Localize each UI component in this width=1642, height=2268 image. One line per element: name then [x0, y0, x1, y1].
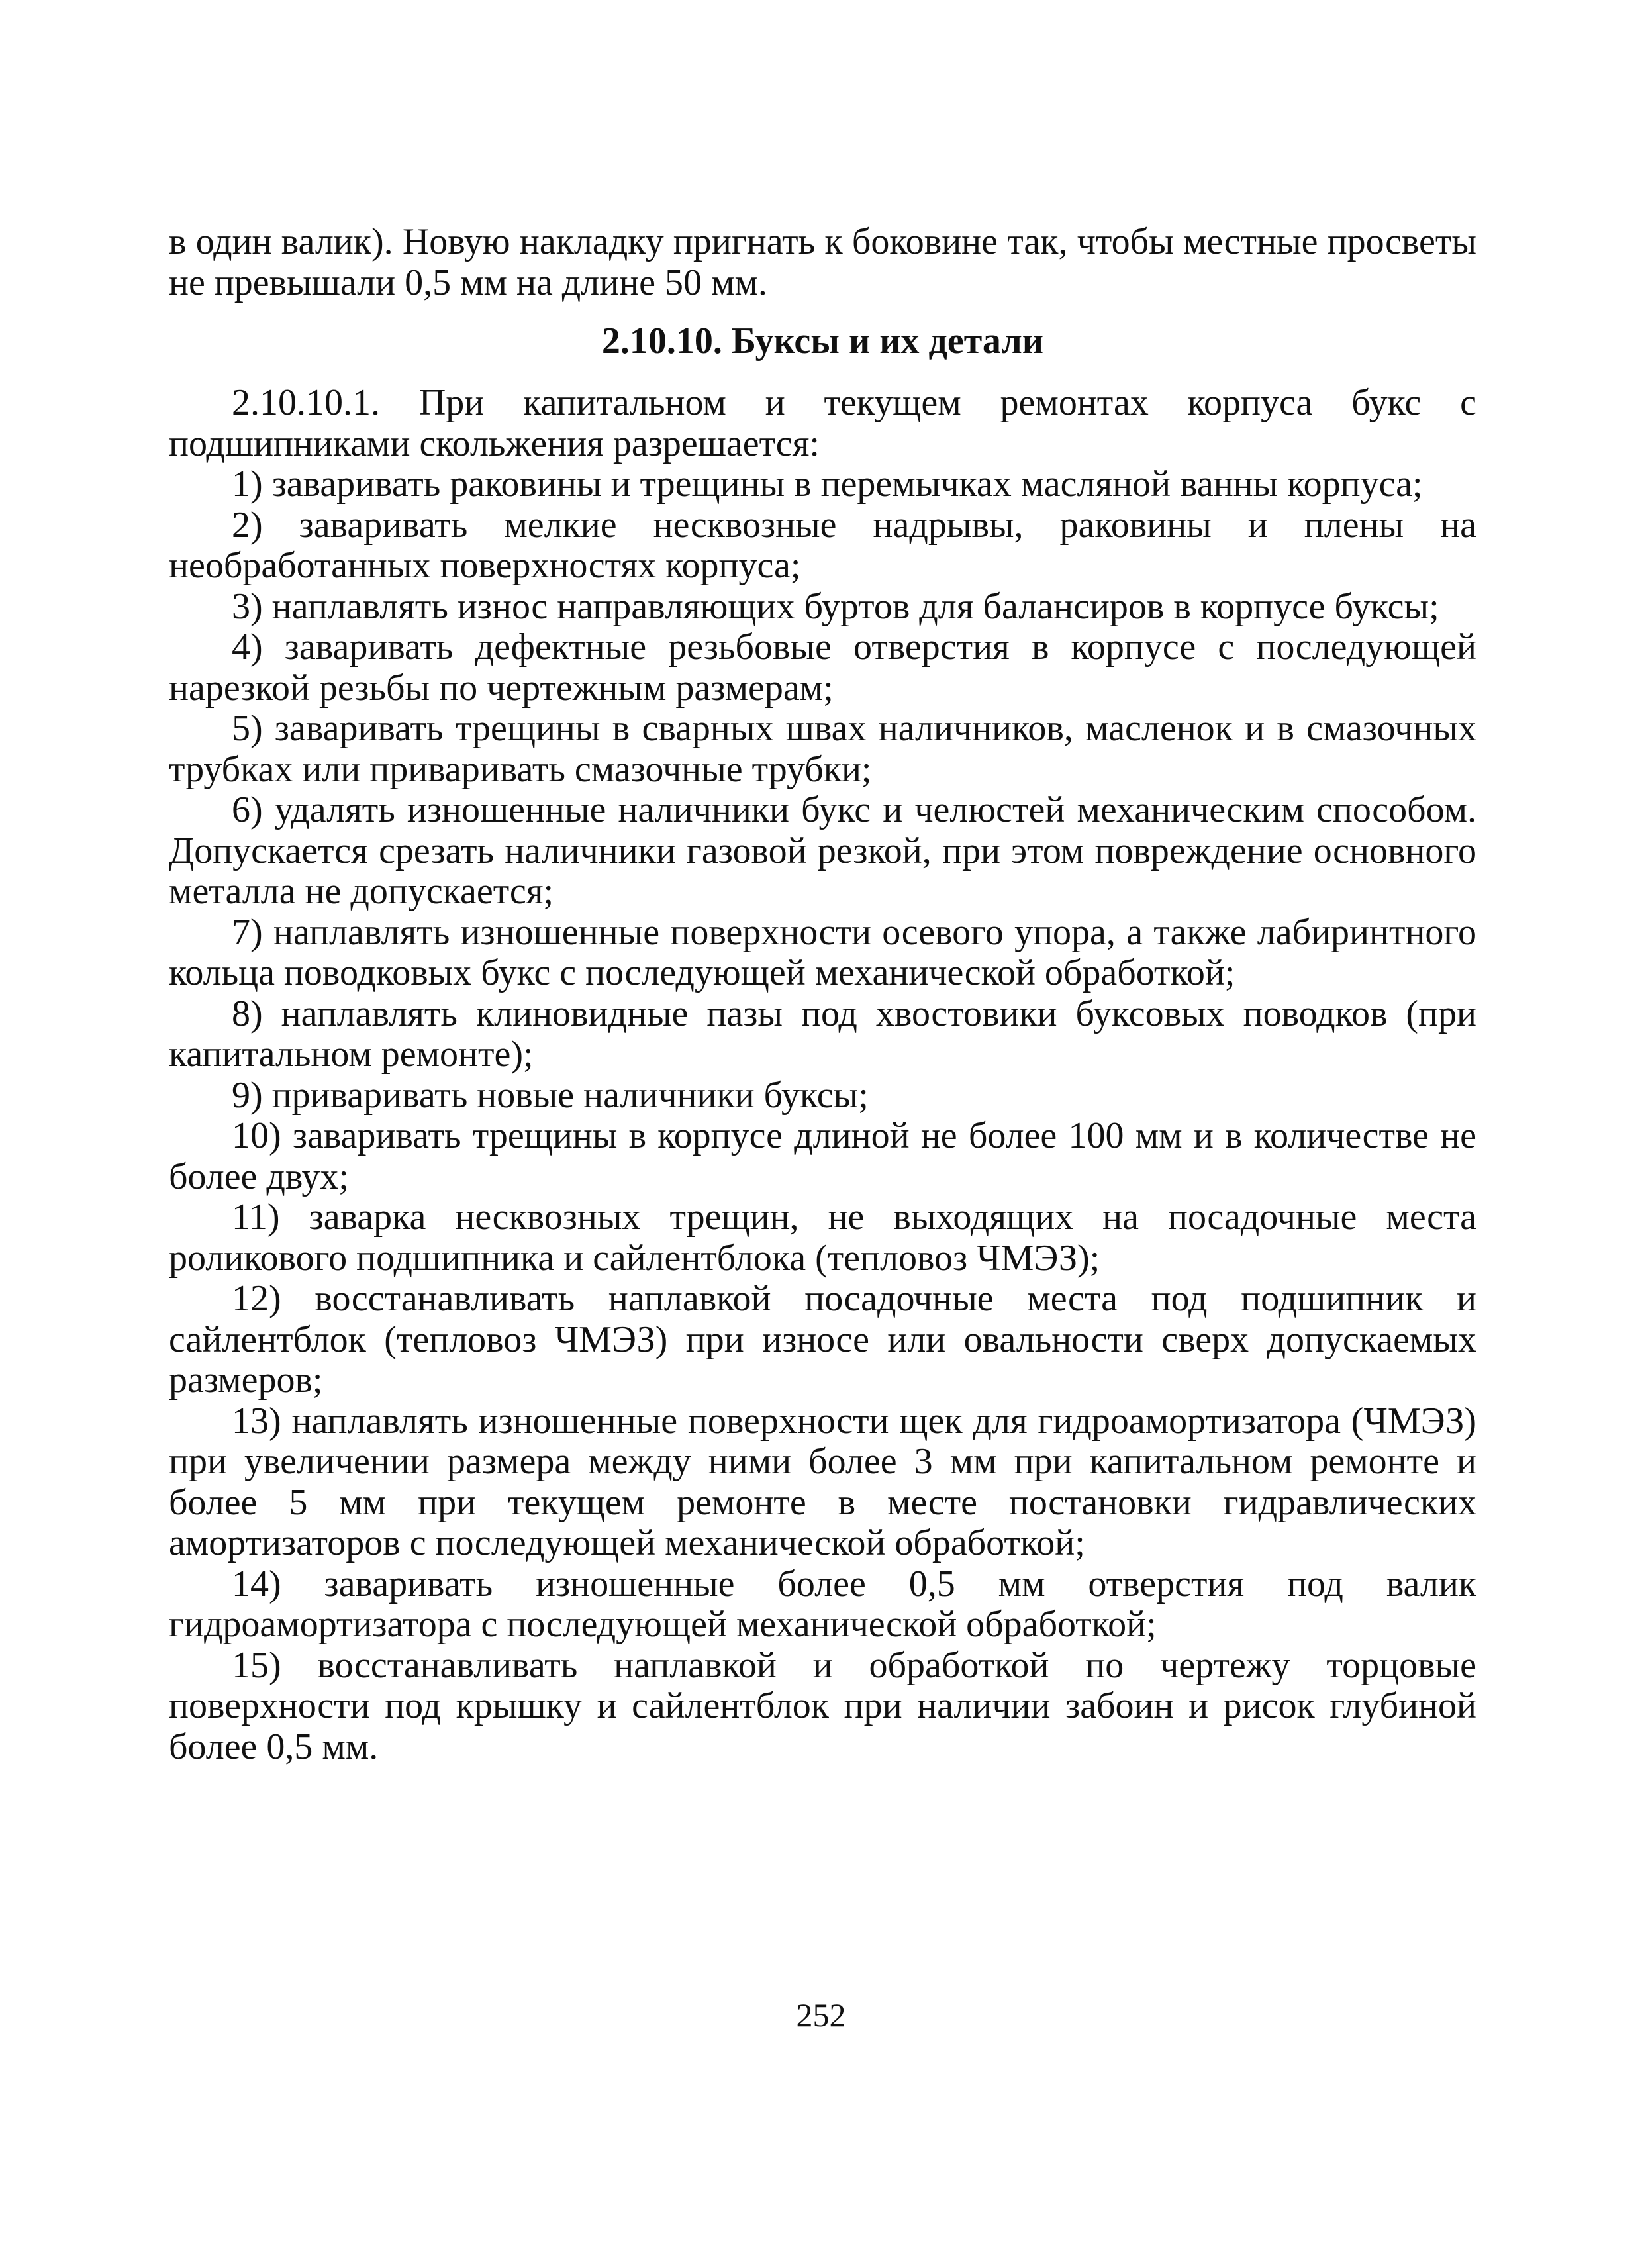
- list-item-12: 12) восстанавливать наплавкой посадочные места под подшипник и сайлентблок (тепловоз ЧМЭЗ) при износе или овальности сверх допускаемых размеров;: [169, 1278, 1476, 1401]
- page-number: 252: [796, 1997, 846, 2034]
- intro-paragraph: в один валик). Новую накладку пригнать к боковине так, чтобы местные просветы не превышали 0,5 мм на длине 50 мм.: [169, 221, 1476, 303]
- list-item-1: 1) заваривать раковины и трещины в перемычках масляной ванны корпуса;: [232, 464, 1423, 505]
- section-heading: 2.10.10. Буксы и их детали: [601, 320, 1044, 362]
- list-item-7: 7) наплавлять изношенные поверхности осевого упора, а также лабиринтного кольца поводковых букс с последующей механической обработкой;: [169, 911, 1476, 993]
- lead-paragraph: 2.10.10.1. При капитальном и текущем ремонтах корпуса букс с подшипниками скольжения разрешается:: [169, 382, 1476, 464]
- list-item-6: 6) удалять изношенные наличники букс и челюстей механическим способом. Допускается срезать наличники газовой резкой, при этом повреждение основного металла не допускается;: [169, 789, 1476, 912]
- list-item-8: 8) наплавлять клиновидные пазы под хвостовики буксовых поводков (при капитальном ремонте);: [169, 993, 1476, 1075]
- list-item-4: 4) заваривать дефектные резьбовые отверстия в корпусе с последующей нарезкой резьбы по чертежным размерам;: [169, 626, 1476, 709]
- list-item-5: 5) заваривать трещины в сварных швах наличников, масленок и в смазочных трубках или приваривать смазочные трубки;: [169, 708, 1476, 790]
- list-item-14: 14) заваривать изношенные более 0,5 мм отверстия под валик гидроамортизатора с последующей механической обработкой;: [169, 1563, 1476, 1645]
- text-block: [169, 222, 1476, 1767]
- list-item-3: 3) наплавлять износ направляющих буртов для балансиров в корпусе буксы;: [232, 585, 1439, 627]
- list-item-11: 11) заварка несквозных трещин, не выходящих на посадочные места роликового подшипника и сайлентблока (тепловоз ЧМЭЗ);: [169, 1197, 1476, 1279]
- list-item-13: 13) наплавлять изношенные поверхности щек для гидроамортизатора (ЧМЭЗ) при увеличении размера между ними более 3 мм при капитальном ремонте и более 5 мм при текущем ремонте в месте постановки гидравлических амортизаторов с последующей механической обработкой;: [169, 1400, 1476, 1563]
- list-item-15: 15) восстанавливать наплавкой и обработкой по чертежу торцовые поверхности под крышку и сайлентблок при наличии забоин и рисок глубиной более 0,5 мм.: [169, 1644, 1476, 1767]
- list-item-10: 10) заваривать трещины в корпусе длиной не более 100 мм и в количестве не более двух;: [169, 1115, 1476, 1197]
- list-item-9: 9) приваривать новые наличники буксы;: [232, 1074, 869, 1116]
- list-item-2: 2) заваривать мелкие несквозные надрывы, раковины и плены на необработанных поверхностях корпуса;: [169, 504, 1476, 586]
